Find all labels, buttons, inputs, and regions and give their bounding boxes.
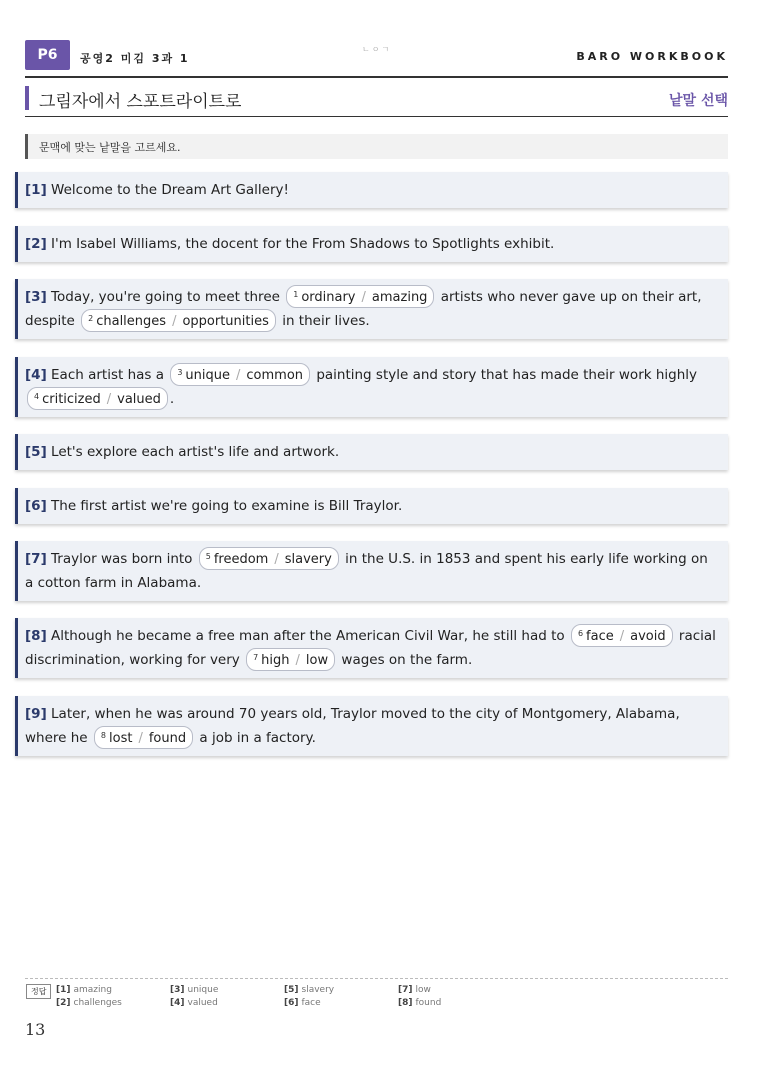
word-choice[interactable]: $^8$ lost / found: [94, 726, 193, 749]
title-accent-bar: [25, 86, 29, 110]
answer-entry: [1] amazing: [56, 985, 112, 995]
choice-option-b[interactable]: opportunities: [182, 314, 269, 329]
sentence-item: [15, 357, 728, 417]
choice-option-a[interactable]: lost: [109, 731, 133, 746]
answer-entry: [2] challenges: [56, 998, 122, 1008]
answer-entry: [5] slavery: [284, 985, 335, 995]
choice-index: 3: [177, 368, 183, 377]
sentence-item: [15, 279, 728, 339]
answer-entry: [6] face: [284, 998, 321, 1008]
item-text: I'm Isabel Williams, the docent for the From Shadows to Spotlights exhibit.: [51, 236, 555, 252]
answer-entry: [8] found: [398, 998, 442, 1008]
word-choice[interactable]: $^5$ freedom / slavery: [199, 547, 339, 570]
sentence-item: [15, 226, 728, 262]
answer-label: 정답: [26, 984, 51, 999]
word-choice[interactable]: $^4$ criticized / valued: [27, 387, 168, 410]
item-text: Today, you're going to meet three: [51, 289, 280, 305]
choice-option-b[interactable]: avoid: [630, 629, 666, 644]
item-number: [4]: [25, 367, 47, 383]
item-text: in the U.S. in 1853 and spent his early life working on a cotton farm in Alabama.: [25, 551, 708, 591]
answer-entry: [3] unique: [170, 985, 219, 995]
item-number: [3]: [25, 289, 47, 305]
choice-option-b[interactable]: valued: [117, 392, 161, 407]
word-choice[interactable]: $^2$ challenges / opportunities: [81, 309, 276, 332]
item-number: [6]: [25, 498, 47, 514]
item-number: [5]: [25, 444, 47, 460]
word-choice[interactable]: $^6$ face / avoid: [571, 624, 673, 647]
item-text: The first artist we're going to examine is Bill Traylor.: [51, 498, 403, 514]
item-text: wages on the farm.: [341, 652, 473, 668]
section-label: 낱말 선택: [669, 93, 728, 109]
item-text: Although he became a free man after the American Civil War, he still had to: [51, 628, 565, 644]
item-text: painting style and story that has made their work highly: [316, 367, 698, 383]
choice-option-a[interactable]: face: [586, 629, 614, 644]
word-choice[interactable]: $^7$ high / low: [246, 648, 335, 671]
choice-option-a[interactable]: freedom: [213, 552, 269, 567]
answer-entry: [4] valued: [170, 998, 218, 1008]
choice-option-a[interactable]: ordinary: [301, 290, 356, 305]
course-label: 공영2 미김 3과 1: [80, 52, 190, 65]
sentence-item: [15, 434, 728, 470]
choice-option-b[interactable]: amazing: [371, 290, 428, 305]
choice-index: 4: [34, 392, 40, 401]
item-number: [7]: [25, 551, 47, 567]
choice-index: 7: [253, 653, 259, 662]
item-text: Traylor was born into: [51, 551, 193, 567]
item-number: [2]: [25, 236, 47, 252]
sentence-item: [15, 488, 728, 524]
choice-index: 5: [205, 552, 211, 561]
page-number: 13: [25, 1020, 46, 1039]
item-text: Let's explore each artist's life and artwork.: [51, 444, 340, 460]
item-number: [9]: [25, 706, 47, 722]
sentence-item: [15, 172, 728, 208]
item-text: racial discrimination, working for very: [25, 628, 716, 668]
page-header: [25, 40, 728, 78]
item-text: a job in a factory.: [199, 730, 316, 746]
instruction: 문맥에 맞는 낱말을 고르세요.: [25, 134, 728, 159]
item-text: .: [169, 391, 175, 407]
choice-index: 2: [88, 314, 94, 323]
choice-option-a[interactable]: challenges: [96, 314, 167, 329]
sentence-item: [15, 696, 728, 756]
item-number: [1]: [25, 182, 47, 198]
choice-index: 1: [293, 290, 299, 299]
choice-option-a[interactable]: high: [261, 653, 290, 668]
answer-entry: [7] low: [398, 985, 431, 995]
item-text: Later, when he was around 70 years old, Traylor moved to the city of Montgomery, Alabama, where he: [25, 706, 680, 746]
header-mark: ㄴㅇㄱ: [362, 45, 392, 54]
choice-option-a[interactable]: criticized: [42, 392, 101, 407]
choice-option-b[interactable]: found: [148, 731, 187, 746]
choice-index: 6: [577, 629, 584, 638]
item-text: in their lives.: [282, 313, 370, 329]
footer-divider: [25, 978, 728, 979]
title-row: [25, 86, 728, 117]
brand-label: BARO WORKBOOK: [576, 50, 728, 63]
choice-option-b[interactable]: common: [246, 368, 304, 383]
item-text: Welcome to the Dream Art Gallery!: [51, 182, 289, 198]
sentence-item: [15, 541, 728, 601]
choice-option-a[interactable]: unique: [185, 368, 230, 383]
item-number: [8]: [25, 628, 47, 644]
sentence-item: [15, 618, 728, 678]
choice-option-b[interactable]: low: [305, 653, 329, 668]
word-choice[interactable]: $^1$ ordinary / amazing: [286, 285, 434, 308]
item-text: artists who never gave up on their art, despite: [25, 289, 702, 329]
item-text: Each artist has a: [51, 367, 165, 383]
page-title: 그림자에서 스포트라이트로: [39, 92, 242, 112]
choice-index: 8: [100, 731, 107, 740]
choice-option-b[interactable]: slavery: [284, 552, 332, 567]
word-choice[interactable]: $^3$ unique / common: [170, 363, 310, 386]
page-badge: P6: [25, 40, 70, 70]
